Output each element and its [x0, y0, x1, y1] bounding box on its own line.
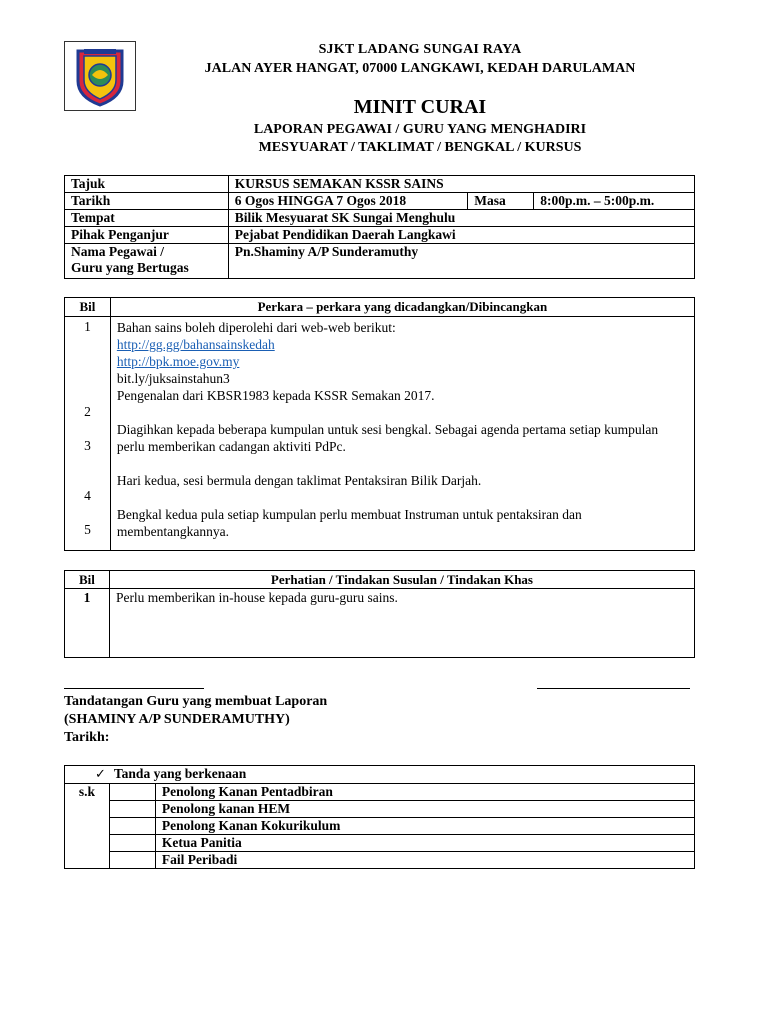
- perkara-item-2-text: Pengenalan dari KBSR1983 kepada KSSR Semakan 2017.: [116, 388, 435, 403]
- document-subtitle-2: MESYUARAT / TAKLIMAT / BENGKAL / KURSUS: [258, 140, 582, 155]
- tanda-checkbox-2[interactable]: [109, 801, 155, 818]
- perkara-item-1-text: Bahan sains boleh diperolehi dari web-web berikut:: [116, 320, 396, 335]
- tanda-header: [65, 766, 695, 784]
- tarikh-label: Tarikh: [65, 193, 229, 210]
- perhatian-header-row: [65, 571, 695, 589]
- perkara-item-5-text: Bengkal kedua pula setiap kumpulan perlu membuat Instruman untuk pentaksiran dan membentangkannya.: [116, 507, 582, 539]
- tanda-checkbox-4[interactable]: [109, 835, 155, 852]
- info-row-tarikh: [65, 193, 695, 210]
- tarikh-value: 6 Ogos HINGGA 7 Ogos 2018: [228, 193, 468, 210]
- tanda-header-label: Tanda yang berkenaan: [113, 766, 247, 781]
- info-row-penganjur: [65, 227, 695, 244]
- perhatian-col-perhatian: Perhatian / Tindakan Susulan / Tindakan Khas: [109, 571, 694, 589]
- perkara-link-bpk[interactable]: http://bpk.moe.gov.my: [116, 354, 240, 369]
- signature-tarikh: Tarikh:: [64, 730, 110, 745]
- tanda-item-3: Penolong Kanan Kokurikulum: [155, 818, 694, 835]
- school-address: JALAN AYER HANGAT, 07000 LANGKAWI, KEDAH DARULAMAN: [204, 61, 636, 76]
- tajuk-value: KURSUS SEMAKAN KSSR SAINS: [228, 176, 694, 193]
- signature-line-left: [64, 688, 204, 689]
- perhatian-text-1: Perlu memberikan in-house kepada guru-guru sains.: [109, 589, 694, 658]
- tanda-item-5: Fail Peribadi: [155, 852, 694, 869]
- perkara-item-1-extra: bit.ly/juksainstahun3: [116, 371, 230, 386]
- tanda-row-2: [65, 801, 695, 818]
- tanda-header-row: [65, 766, 695, 784]
- pegawai-label-line2: Guru yang Bertugas: [71, 260, 189, 275]
- tanda-item-1: Penolong Kanan Pentadbiran: [155, 784, 694, 801]
- perhatian-table: [64, 570, 695, 658]
- perkara-col-bil: Bil: [65, 298, 111, 317]
- tanda-row-3: [65, 818, 695, 835]
- info-row-tempat: [65, 210, 695, 227]
- perkara-link-bahansains[interactable]: http://gg.gg/bahansainskedah: [116, 337, 275, 352]
- info-row-pegawai: [65, 244, 695, 279]
- info-table: [64, 175, 695, 279]
- perkara-bil-4: 4: [84, 488, 91, 503]
- tanda-row-1: [65, 784, 695, 801]
- perkara-table: [64, 297, 695, 551]
- perkara-content: [110, 317, 694, 551]
- school-name: SJKT LADANG SUNGAI RAYA: [318, 42, 522, 57]
- checkmark-icon: ✓: [95, 767, 106, 782]
- perkara-col-perkara: Perkara – perkara yang dicadangkan/Dibincangkan: [110, 298, 694, 317]
- pegawai-label-line1: Nama Pegawai /: [71, 244, 164, 259]
- penganjur-label: Pihak Penganjur: [65, 227, 229, 244]
- signature-name: (SHAMINY A/P SUNDERAMUTHY): [64, 712, 290, 727]
- signature-label: Tandatangan Guru yang membuat Laporan: [64, 694, 328, 709]
- perhatian-row: [65, 589, 695, 658]
- penganjur-value: Pejabat Pendidikan Daerah Langkawi: [228, 227, 694, 244]
- masa-value: 8:00p.m. – 5:00p.m.: [534, 193, 695, 210]
- perkara-body-row: [65, 317, 695, 551]
- tanda-item-4: Ketua Panitia: [155, 835, 694, 852]
- tanda-sk-label: s.k: [65, 784, 110, 869]
- perkara-bil-1: 1: [84, 319, 91, 334]
- tanda-item-2: Penolong kanan HEM: [155, 801, 694, 818]
- info-row-tajuk: [65, 176, 695, 193]
- perkara-item-4-text: Hari kedua, sesi bermula dengan taklimat Pentaksiran Bilik Darjah.: [116, 473, 482, 488]
- masa-label: Masa: [468, 193, 534, 210]
- tanda-row-5: [65, 852, 695, 869]
- perhatian-bil-1: 1: [65, 589, 110, 658]
- school-logo: [64, 41, 136, 111]
- tanda-table: [64, 765, 695, 869]
- signature-line-right: [537, 688, 690, 689]
- perkara-bil-2: 2: [84, 404, 91, 419]
- school-crest-icon: [64, 41, 136, 111]
- perkara-item-3-text: Diagihkan kepada beberapa kumpulan untuk sesi bengkal. Sebagai agenda pertama setiap kumpulan perlu memberikan cadangan aktiviti PdPc.: [116, 422, 659, 454]
- perkara-header-row: [65, 298, 695, 317]
- perhatian-col-bil: Bil: [65, 571, 110, 589]
- tanda-checkbox-1[interactable]: [109, 784, 155, 801]
- tempat-value: Bilik Mesyuarat SK Sungai Menghulu: [228, 210, 694, 227]
- tajuk-label: Tajuk: [65, 176, 229, 193]
- pegawai-value: Pn.Shaminy A/P Sunderamuthy: [228, 244, 694, 279]
- perkara-bil-5: 5: [84, 522, 91, 537]
- perkara-bil-column: [65, 317, 111, 551]
- tanda-checkbox-5[interactable]: [109, 852, 155, 869]
- pegawai-label: [65, 244, 229, 279]
- tanda-checkbox-3[interactable]: [109, 818, 155, 835]
- document-title: MINIT CURAI: [353, 96, 487, 118]
- tanda-row-4: [65, 835, 695, 852]
- document-subtitle-1: LAPORAN PEGAWAI / GURU YANG MENGHADIRI: [253, 122, 587, 137]
- tempat-label: Tempat: [65, 210, 229, 227]
- perkara-bil-3: 3: [84, 438, 91, 453]
